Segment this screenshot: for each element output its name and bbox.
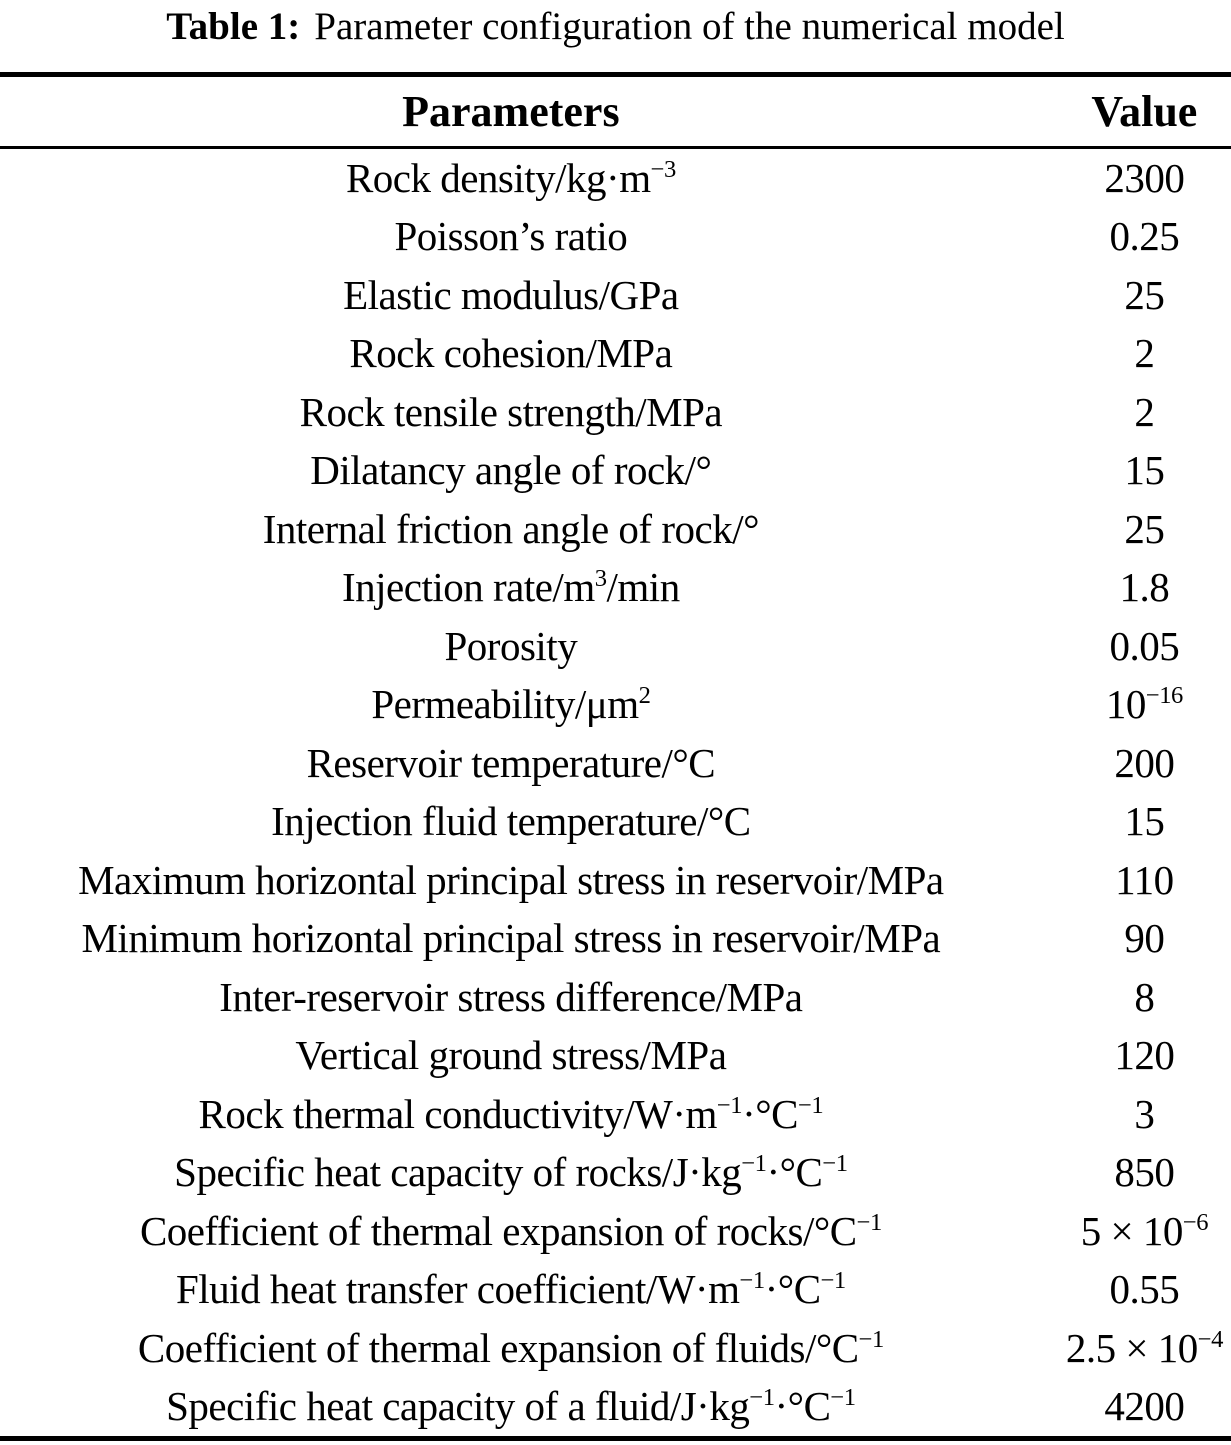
table-row [0,1144,1231,1203]
parameter-cell: Rock cohesion/MPa [349,330,673,377]
parameter-cell: Specific heat capacity of rocks/$J\cdot kg^{-1}\cdot^\circ C^{-1}$ [174,1149,848,1196]
superscript: −1 [716,1091,743,1119]
table-caption [0,0,1231,72]
column-header-value: Value [1022,75,1231,148]
table-row [0,148,1231,208]
table-row [0,1378,1231,1439]
parameter-cell: Vertical ground stress/MPa [295,1032,727,1079]
parameters-table [0,72,1231,1441]
value-cell: $2.5 \times 10^{-4}$ [1065,1324,1223,1371]
superscript: −16 [1145,682,1183,709]
value-cell: 0.55 [1109,1266,1180,1313]
table-body [0,148,1231,1439]
value-cell: 200 [1114,739,1175,786]
superscript: −1 [739,1267,765,1294]
value-cell: 0.25 [1109,213,1180,260]
table-row [0,1261,1231,1320]
parameter-cell: Specific heat capacity of a fluid/$J\cdot kg^{-1}\cdot^\circ C^{-1}$ [166,1383,856,1430]
parameter-cell: Inter-reservoir stress difference/MPa [219,973,803,1020]
value-cell: 25 [1124,271,1165,318]
table-row [0,559,1231,618]
value-cell: 90 [1124,915,1165,962]
parameter-cell: Fluid heat transfer coefficient/$W\cdot m^{-1}\cdot^\circ C^{-1}$ [175,1266,846,1313]
parameter-cell: Poisson’s ratio [394,213,628,260]
table-row [0,1027,1231,1086]
table-row [0,734,1231,793]
table-row [0,617,1231,676]
superscript: −1 [822,1150,848,1177]
parameter-cell: Reservoir temperature/°C [306,739,716,786]
value-cell: 2300 [1104,154,1185,201]
superscript: 2 [638,682,651,709]
value-cell: 0.05 [1109,622,1180,669]
superscript: −1 [820,1267,846,1294]
value-cell: 2 [1134,388,1155,435]
parameter-cell: Elastic modulus/GPa [343,271,679,318]
value-cell: 3 [1134,1090,1155,1137]
superscript: −1 [830,1384,856,1411]
value-cell: $10^{-16}$ [1105,681,1183,728]
superscript: −1 [749,1384,775,1411]
table-row [0,910,1231,969]
value-cell: 120 [1114,1032,1175,1079]
parameter-cell: Permeability/$\mu m^2$ [371,681,651,728]
value-cell: 25 [1124,505,1165,552]
superscript: −1 [741,1150,767,1177]
table-row [0,500,1231,559]
superscript: −1 [856,1208,882,1236]
value-cell: 4200 [1104,1383,1185,1430]
parameter-cell: Maximum horizontal principal stress in reservoir/MPa [78,856,944,903]
superscript: −6 [1182,1208,1208,1236]
value-cell: 110 [1115,856,1174,903]
table-row [0,383,1231,442]
parameter-cell: Rock tensile strength/MPa [299,388,723,435]
superscript: −1 [798,1091,824,1119]
value-cell: 2 [1134,330,1155,377]
value-cell: 850 [1114,1149,1175,1196]
value-cell: 8 [1134,973,1155,1020]
parameter-cell: Rock thermal conductivity/$W\cdot m^{-1}\cdot^\circ C^{-1}$ [198,1090,824,1137]
value-cell: $5 \times 10^{-6}$ [1080,1207,1208,1254]
parameter-cell: Internal friction angle of rock/° [262,505,759,552]
superscript: 3 [594,565,607,592]
superscript: −1 [858,1325,884,1353]
caption-label: Table 1: [166,5,301,48]
table-row [0,208,1231,267]
value-cell: 15 [1124,447,1165,494]
table-row [0,851,1231,910]
parameter-cell: Dilatancy angle of rock/° [310,447,712,494]
table-row [0,442,1231,501]
superscript: −3 [650,155,676,183]
table-row [0,266,1231,325]
table-row [0,968,1231,1027]
parameter-cell: Coefficient of thermal expansion of fluids/$^\circ C^{-1}$ [137,1324,884,1371]
column-header-parameters: Parameters [0,75,1022,148]
table-row [0,676,1231,735]
value-cell: 1.8 [1119,564,1170,611]
parameter-cell: Rock density/$kg\cdot m^{-3}$ [345,154,676,201]
table-row [0,325,1231,384]
caption-text: Parameter configuration of the numerical model [314,5,1065,48]
table-row [0,793,1231,852]
parameter-cell: Injection fluid temperature/°C [271,798,751,845]
header-row [0,75,1231,148]
parameter-cell: Porosity [444,622,578,669]
parameter-cell: Injection rate/$m^3/\min$ [342,564,680,611]
table-row [0,1085,1231,1144]
table-row [0,1202,1231,1261]
parameter-cell: Coefficient of thermal expansion of rocks/$^\circ C^{-1}$ [139,1207,882,1254]
value-cell: 15 [1124,798,1165,845]
superscript: −4 [1197,1325,1223,1353]
table-row [0,1319,1231,1378]
table-header [0,75,1231,148]
parameter-cell: Minimum horizontal principal stress in reservoir/MPa [81,915,941,962]
